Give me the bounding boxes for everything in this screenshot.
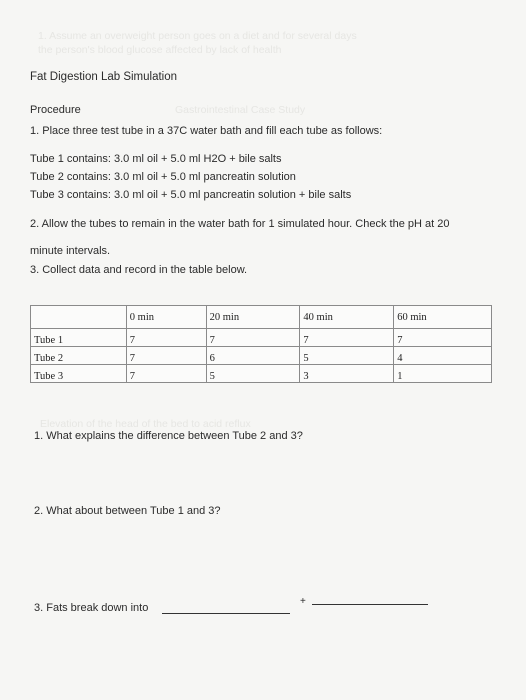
table-cell: 7 [206, 329, 300, 347]
table-row [31, 365, 492, 383]
procedure-step-2-cont: minute intervals. [30, 245, 111, 257]
table-header-cell: 20 min [206, 306, 300, 329]
table-cell: 3 [300, 365, 394, 383]
procedure-heading: Procedure [30, 104, 81, 116]
table-cell: 7 [126, 365, 206, 383]
bleed-through-text: 1. Assume an overweight person goes on a diet and for several days [38, 30, 357, 42]
table-cell: 5 [300, 347, 394, 365]
table-cell: 7 [394, 329, 492, 347]
table-row [31, 329, 492, 347]
table-header-cell: 60 min [394, 306, 492, 329]
question-2: 2. What about between Tube 1 and 3? [34, 505, 221, 517]
document-title: Fat Digestion Lab Simulation [30, 71, 178, 83]
procedure-step-3: 3. Collect data and record in the table below. [30, 264, 248, 276]
table-cell: 6 [206, 347, 300, 365]
table-cell: 5 [206, 365, 300, 383]
bleed-through-text: Gastrointestinal Case Study [175, 104, 306, 116]
table-row [31, 347, 492, 365]
procedure-step-2: 2. Allow the tubes to remain in the water bath for 1 simulated hour. Check the pH at 20 [30, 218, 450, 230]
table-header-row [31, 306, 492, 329]
question-1: 1. What explains the difference between Tube 2 and 3? [34, 430, 303, 442]
table-header-cell [31, 306, 127, 329]
table-cell: 7 [126, 329, 206, 347]
table-cell: 7 [300, 329, 394, 347]
table-cell: 1 [394, 365, 492, 383]
table-cell: 7 [126, 347, 206, 365]
ph-data-table [30, 305, 492, 383]
table-cell: Tube 1 [31, 329, 127, 347]
table-cell: 4 [394, 347, 492, 365]
answer-blank-2[interactable] [312, 604, 428, 605]
table-cell: Tube 2 [31, 347, 127, 365]
bleed-through-text: Elevation of the head of the bed to acid reflux [40, 418, 251, 430]
tube-3-contents: Tube 3 contains: 3.0 ml oil + 5.0 ml pancreatin solution + bile salts [30, 189, 352, 201]
procedure-step-1: 1. Place three test tube in a 37C water bath and fill each tube as follows: [30, 125, 383, 137]
table-header-cell: 0 min [126, 306, 206, 329]
answer-blank-1[interactable] [162, 613, 290, 614]
bleed-through-text: the person's blood glucose affected by lack of health [38, 44, 282, 56]
tube-2-contents: Tube 2 contains: 3.0 ml oil + 5.0 ml pancreatin solution [30, 171, 296, 183]
plus-sign: + [300, 596, 306, 607]
question-3: 3. Fats break down into [34, 602, 149, 614]
table-header-cell: 40 min [300, 306, 394, 329]
table-cell: Tube 3 [31, 365, 127, 383]
tube-1-contents: Tube 1 contains: 3.0 ml oil + 5.0 ml H2O + bile salts [30, 153, 282, 165]
